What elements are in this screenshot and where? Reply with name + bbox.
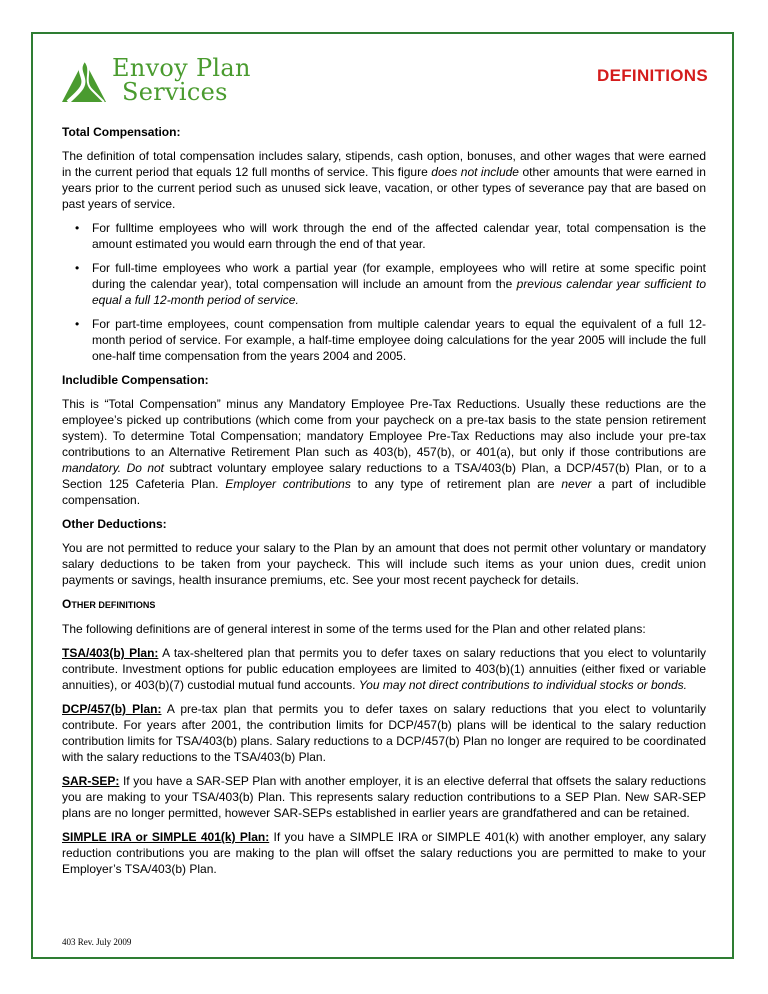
text-run: other amounts that were earned in years prior to the current period such as unused sick leave, vacation, or other types of severance pay that are based on past years of service.: [62, 165, 706, 211]
list-item-text: For full-time employees who work a partial year (for example, employees who will retire at some specific point during the calendar year), total compensation will include an amount from the: [92, 261, 706, 291]
brand-name: [112, 56, 251, 104]
document-body: [62, 124, 706, 885]
list-item-text: For fulltime employees who will work through the end of the affected calendar year, total compensation is the amount estimated you would earn through the end of that year.: [92, 221, 706, 251]
definition-text: If you have a SIMPLE IRA or SIMPLE 401(k) with another employer, any salary reduction contributions you are making to the plan will offset the salary reductions you are permitted to make to your Employer’s TSA/403(b) Plan.: [62, 830, 706, 876]
text-run: The definition of total compensation includes salary, stipends, cash option, bonuses, and other wages that were earned in the current period that equals 12 full months of service. This figure: [62, 149, 706, 179]
bullet-icon: •: [75, 221, 80, 235]
definition-dcp: [62, 701, 706, 765]
emphasis-run: Employer contributions: [225, 477, 351, 491]
text-run: a part of includible compensation.: [62, 477, 706, 507]
emphasis-run: does not include: [431, 165, 519, 179]
list-item-text: For part-time employees, count compensation from multiple calendar years to equal the equivalent of a full 12-month period of service. For example, a half-time employee doing calculations for the year 2005 will include the full one-half time compensation from the years 2004 and 2005.: [92, 317, 706, 363]
definition-term: DCP/457(b) Plan:: [62, 702, 162, 716]
definition-sar-sep: [62, 773, 706, 821]
total-compensation-paragraph: [62, 148, 706, 212]
brand-line2: Services: [122, 78, 228, 106]
other-definitions-heading: [62, 596, 706, 613]
definition-text: A tax-sheltered plan that permits you to defer taxes on salary reductions that you elect to voluntarily contribute. Investment options for public education employees are limited to 403(b)(1) annuities (either fixed or variable annuities), or 403(b)(7) custodial mutual fund accounts.: [62, 646, 706, 692]
bullet-icon: •: [75, 317, 80, 331]
other-deductions-paragraph: You are not permitted to reduce your salary to the Plan by an amount that does not permit other voluntary or mandatory salary deductions to be taken from your paycheck. This will include such items as your union dues, credit union payments or savings, health insurance premiums, etc. See your most recent paycheck for details.: [62, 541, 706, 587]
definition-text: A pre-tax plan that permits you to defer taxes on salary reductions that you elect to voluntarily contribute. For years after 2001, the contribution limits for DCP/457(b) plans will be identical to the salary reduction contribution limits for TSA/403(b) plans. Salary reductions to a DCP/457(b) Plan no longer are required to be coordinated with the salary reductions to the TSA/403(b) Plan.: [62, 702, 706, 764]
heading-rest: THER DEFINITIONS: [71, 600, 156, 610]
list-item: [62, 316, 706, 364]
heading-initial: O: [62, 597, 72, 611]
bullet-icon: •: [75, 261, 80, 275]
revision-footer: 403 Rev. July 2009: [62, 937, 132, 947]
definition-term: SIMPLE IRA or SIMPLE 401(k) Plan:: [62, 830, 270, 844]
compensation-bullet-list: [62, 220, 706, 364]
brand-line1: Envoy Plan: [112, 54, 251, 82]
definition-term: TSA/403(b) Plan:: [62, 646, 159, 660]
definition-simple: [62, 829, 706, 877]
text-run: to any type of retirement plan are: [350, 477, 562, 491]
includible-compensation-paragraph: [62, 396, 706, 508]
other-definitions-intro: The following definitions are of general interest in some of the terms used for the Plan and other related plans:: [62, 622, 646, 636]
definition-term: SAR-SEP:: [62, 774, 120, 788]
other-deductions-heading: Other Deductions:: [62, 517, 167, 531]
list-item: [62, 260, 706, 308]
leaf-logo-icon: [60, 56, 110, 104]
list-item: [62, 220, 706, 252]
total-compensation-heading: Total Compensation:: [62, 125, 181, 139]
page-header: [60, 52, 708, 110]
definition-text: If you have a SAR-SEP Plan with another employer, it is an elective deferral that offsets the salary reductions you are making to your TSA/403(b) Plan. This represents salary reduction contributions to a SEP Plan. New SAR-SEP plans are no longer permitted, however SAR-SEPs established in earlier years are grandfathered and can be retained.: [62, 774, 706, 820]
definition-tsa: [62, 645, 706, 693]
text-run: This is “Total Compensation” minus any Mandatory Employee Pre-Tax Reductions. Usually these reductions are the employee’s picked up contributions (which come from your paycheck on a pre-tax basis to the state pension retirement system). To determine Total Compensation; mandatory Employee Pre-Tax Reductions may also include your pre-tax contributions to an Alternative Retirement Plan such as 403(b), 457(b), or 401(a), but only if those contributions are: [62, 397, 706, 459]
page-title: DEFINITIONS: [597, 66, 708, 85]
emphasis-run: Do not: [126, 461, 165, 475]
envoy-logo: [60, 52, 260, 110]
emphasis-run: mandatory.: [62, 461, 122, 475]
text-run: subtract voluntary employee salary reductions to a TSA/403(b) Plan, a DCP/457(b) Plan, or to a Section 125 Cafeteria Plan.: [62, 461, 707, 491]
emphasis-run: previous calendar year sufficient to equal a full 12-month period of service.: [92, 277, 706, 307]
includible-compensation-heading: Includible Compensation:: [62, 373, 209, 387]
emphasis-run: You may not direct contributions to individual stocks or bonds.: [358, 678, 688, 692]
emphasis-run: never: [561, 477, 592, 491]
